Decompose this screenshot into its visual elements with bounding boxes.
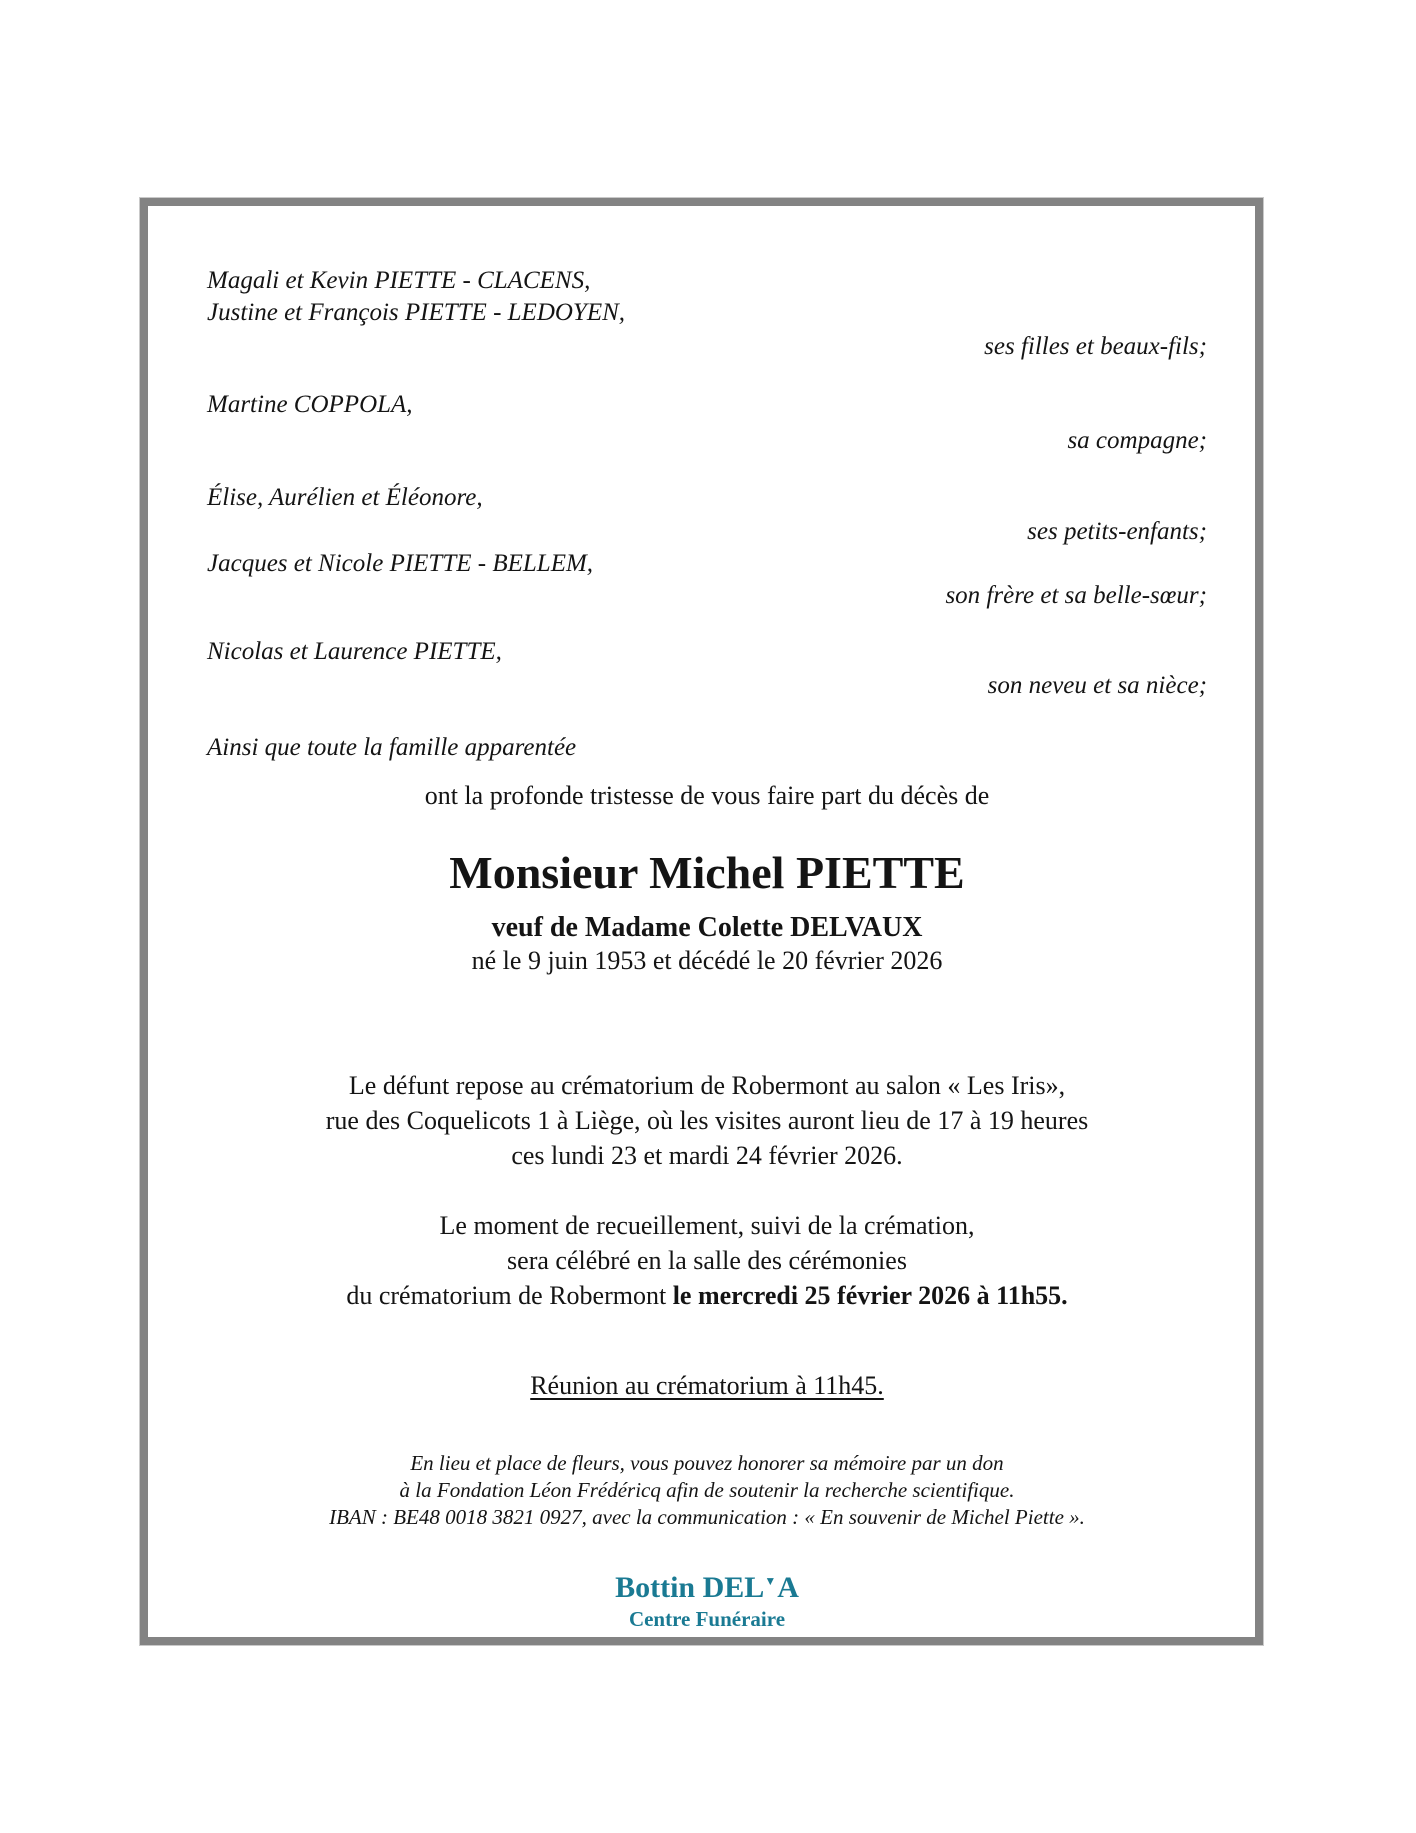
donation-paragraph: [207, 1450, 1207, 1531]
funeral-home-subtitle: Centre Funéraire: [628, 1607, 786, 1631]
family-relation-line: son neveu et sa nièce;: [987, 672, 1207, 699]
donation-line: En lieu et place de fleurs, vous pouvez honorer sa mémoire par un don: [410, 1451, 1004, 1475]
family-group-nephew: [207, 636, 1207, 702]
family-name-line: Justine et François PIETTE - LEDOYEN,: [207, 299, 626, 326]
family-group-daughters: [207, 265, 1207, 363]
funeral-home-logo: [207, 1563, 1207, 1606]
widower-line: veuf de Madame Colette DELVAUX: [491, 912, 923, 943]
birth-death-dates: né le 9 juin 1953 et décédé le 20 février 2026: [471, 946, 943, 975]
donation-line: IBAN : BE48 0018 3821 0927, avec la communication : « En souvenir de Michel Piette ».: [329, 1505, 1085, 1529]
family-relation-line: son frère et sa belle-sœur;: [945, 582, 1207, 609]
family-name-line: Martine COPPOLA,: [207, 391, 413, 418]
ceremony-date-bold: le mercredi 25 février 2026 à 11h55.: [672, 1281, 1068, 1310]
family-relation-line: sa compagne;: [1067, 427, 1207, 454]
announcement-card-content: [148, 206, 1255, 1637]
ceremony-date-regular: du crématorium de Robermont: [346, 1281, 673, 1310]
meeting-line: [207, 1368, 1207, 1403]
family-name-line: Magali et Kevin PIETTE - CLACENS,: [207, 267, 591, 294]
ceremony-paragraph: [207, 1208, 1207, 1313]
family-name-line: Nicolas et Laurence PIETTE,: [207, 638, 502, 665]
deceased-name: Monsieur Michel PIETTE: [449, 847, 965, 898]
announcement-intro: ont la profonde tristesse de vous faire part du décès de: [424, 781, 990, 810]
logo-text-pre: Bottin DEL: [615, 1571, 765, 1604]
meeting-text: Réunion au crématorium à 11h45.: [530, 1371, 884, 1400]
family-group-brother: [207, 548, 1207, 612]
family-relation-line: ses petits-enfants;: [1027, 518, 1207, 545]
family-name-line: Élise, Aurélien et Éléonore,: [207, 484, 483, 511]
family-relation-line: ses filles et beaux-fils;: [984, 333, 1207, 360]
family-name-line: Jacques et Nicole PIETTE - BELLEM,: [207, 550, 594, 577]
visitation-paragraph: [207, 1068, 1207, 1173]
visitation-line: ces lundi 23 et mardi 24 février 2026.: [511, 1141, 903, 1170]
family-group-partner: [207, 389, 1207, 457]
ceremony-line: sera célébré en la salle des cérémonies: [507, 1246, 907, 1275]
family-group-grandchildren: [207, 482, 1207, 548]
logo-text-post: A: [777, 1571, 799, 1604]
family-closing-line: Ainsi que toute la famille apparentée: [207, 734, 577, 761]
ceremony-date-line: [207, 1278, 1207, 1313]
donation-line: à la Fondation Léon Frédéricq afin de soutenir la recherche scientifique.: [399, 1478, 1015, 1502]
ceremony-line: Le moment de recueillement, suivi de la crémation,: [439, 1211, 975, 1240]
logo-triangle-mark: ▼: [764, 1574, 777, 1588]
visitation-line: Le défunt repose au crématorium de Robermont au salon « Les Iris»,: [348, 1071, 1066, 1100]
announcement-card-frame: [140, 198, 1263, 1645]
visitation-line: rue des Coquelicots 1 à Liège, où les visites auront lieu de 17 à 19 heures: [325, 1106, 1089, 1135]
